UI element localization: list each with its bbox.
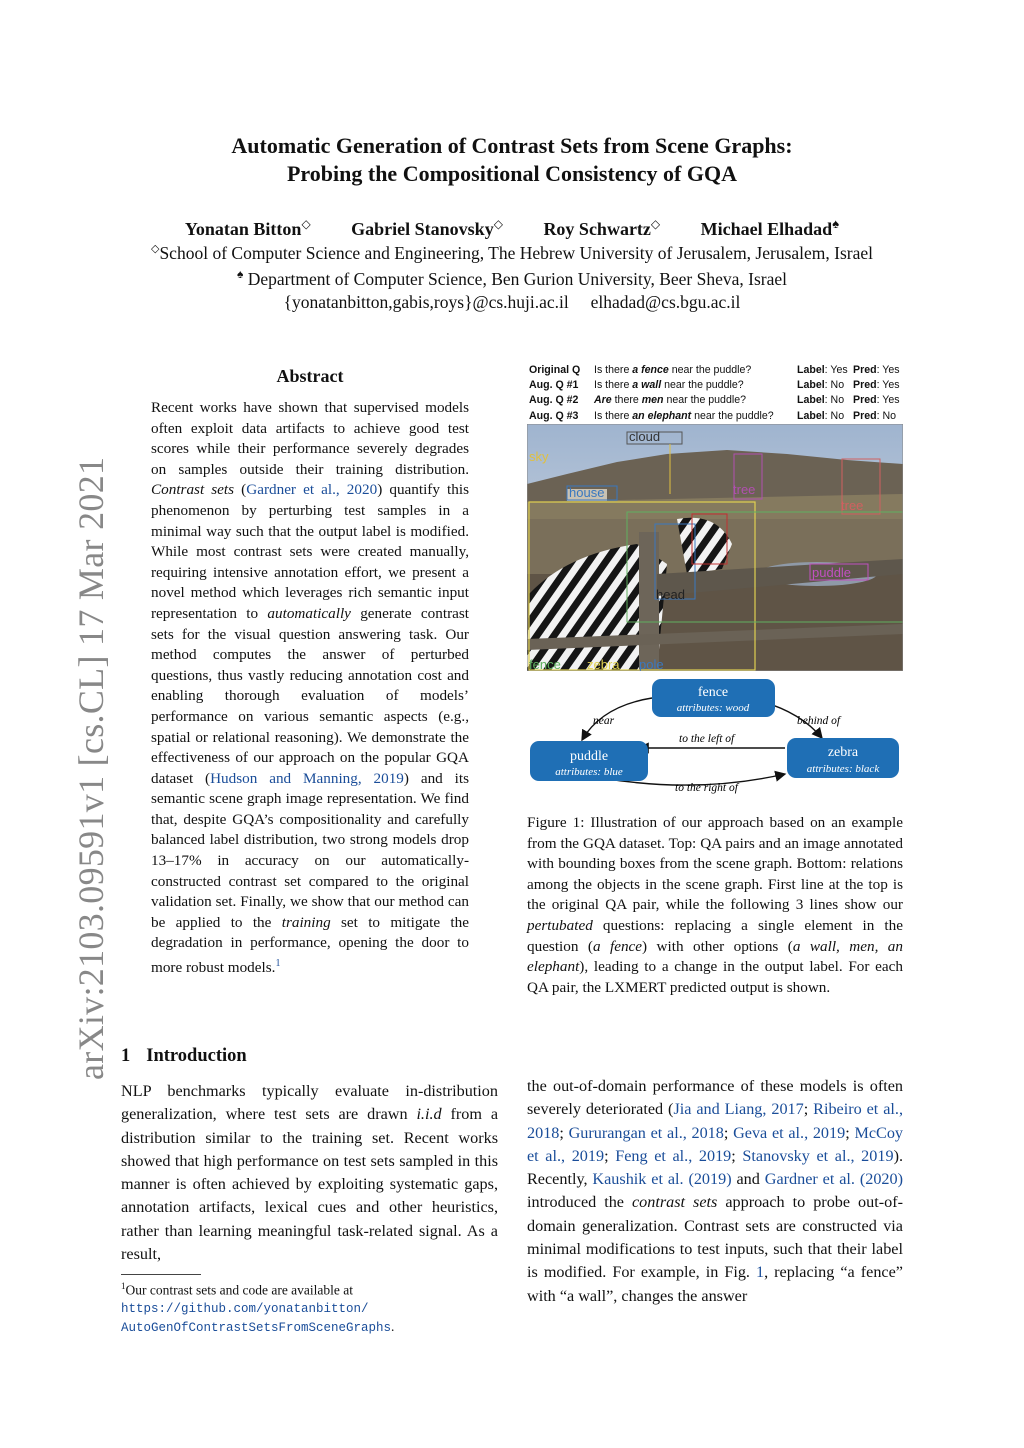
section-heading: 1 Introduction <box>121 1046 247 1066</box>
bbox-label: tree <box>841 498 864 513</box>
bbox-label: tree <box>733 482 756 497</box>
footnote-ref[interactable]: 1 <box>275 958 281 970</box>
citation-link[interactable]: Gardner et al. <box>764 1170 855 1189</box>
citation-link[interactable]: Jia and Liang, 2017 <box>673 1100 804 1119</box>
figure-scene-image <box>527 424 903 671</box>
bbox-label: house <box>569 485 605 500</box>
bbox-label: zebra <box>587 657 620 671</box>
svg-text:puddle: puddle <box>569 749 609 764</box>
author-list <box>0 216 1024 240</box>
node-zebra <box>787 738 899 778</box>
citation-link[interactable]: Geva et al., 2019 <box>733 1123 846 1142</box>
footnote-rule <box>121 1274 201 1275</box>
citation-link[interactable]: Stanovsky et al., 2019 <box>742 1146 894 1165</box>
figure-scene-graph <box>527 676 903 794</box>
citation-link[interactable]: Gardner et al., 2020 <box>246 481 378 499</box>
arxiv-id: arXiv:2103.09591v1 [cs.CL] 17 Mar 2021 <box>71 456 111 1080</box>
intro-left-text: NLP benchmarks typically evaluate in-distribution generalization, where test sets are drawn i.i.d from a distribution similar to the training set. Recent works showed that high performance on test sets sampled in this manner is often achieved by exploiting systematic gaps, annotation artifacts, lexical cues and other heuristics, rather than learning meaningful task-related signal. As a result, <box>121 1082 499 1264</box>
bbox-label: puddle <box>812 565 852 580</box>
figure-caption: Figure 1: Illustration of our approach based on an example from the GQA dataset. Top: QA pairs and an image annotated with bounding boxes from the scene graph. Bottom: relations among the objects in the scene graph. First line at the top is the original QA pair, while the following 3 lines show our pertubated questions: replacing a single element in the question (a fence) with other options (a wall, men, an elephant), leading to a change in the output label. For each QA pair, the LXMERT predicted output is shown. <box>527 814 903 996</box>
author: Michael Elhadad♠ <box>700 216 840 239</box>
abstract-body: Recent works have shown that supervised models often exploit data artifacts to achieve good test scores while their performance severely degrades on samples outside their training distribution. Contrast sets (Gardner et al., 2020) quantify this phenomenon by perturbing test samples in a minimal way such that the output label is modified. While most contrast sets were created manually, requiring intensive annotation effort, we present a novel method which leverages rich semantic input representation to automatically generate contrast sets for the visual question answering task. Our method computes the answer of perturbed questions, thus vastly reducing annotation cost and enabling thorough evaluation of models’ performance on various semantic aspects (e.g., spatial or relational reasoning). We demonstrate the effectiveness of our approach on the popular GQA dataset (Hudson and Manning, 2019) and its semantic scene graph image representation. We find that, despite GQA’s compositionality and carefully balanced label distribution, two strong models drop 13–17% in accuracy on our automatically-constructed contrast set compared to the original validation set. Finally, we show that our method can be applied to the training set to mitigate the degradation in performance, opening the door to more robust models.$^1$ <box>151 399 470 977</box>
node-puddle <box>530 741 648 781</box>
citation-year[interactable]: (2020) <box>859 1170 904 1189</box>
bbox-label: pole <box>639 657 664 671</box>
citation-link[interactable]: McCoy et al., 2019 <box>527 1123 903 1165</box>
author-emails: {yonatanbitton,gabis,roys}@cs.huji.ac.il elhadad@cs.bgu.ac.il <box>283 292 741 312</box>
svg-text:attributes: black: attributes: black <box>806 763 880 775</box>
repo-link[interactable]: https://github.com/yonatanbitton/ AutoGenOfContrastSetsFromSceneGraphs <box>121 1301 392 1335</box>
abstract-heading: Abstract <box>276 366 344 386</box>
author: Yonatan Bitton◇ <box>184 217 311 239</box>
figure-ref[interactable]: 1 <box>755 1263 765 1282</box>
paper-title <box>0 132 1024 188</box>
citation-link[interactable]: Gururangan et al., 2018 <box>568 1123 724 1142</box>
citation-year[interactable]: (2019) <box>688 1170 732 1189</box>
svg-text:zebra: zebra <box>827 745 859 760</box>
footnote: $^1$Our contrast sets and code are available at https://github.com/yonatanbitton/ AutoGenOfContrastSetsFromSceneGraphs. <box>121 1281 395 1335</box>
citation-link[interactable]: Hudson and Manning, 2019 <box>210 769 404 787</box>
bbox-label: fence <box>529 657 561 671</box>
svg-text:attributes: wood: attributes: wood <box>676 702 750 714</box>
title-line-2: Probing the Compositional Consistency of GQA <box>286 161 737 186</box>
intro-right-text: the out-of-domain performance of these models is often severely deteriorated (Jia and Liang, 2017; Ribeiro et al., 2018; Gururangan et al., 2018; Geva et al., 2019; McCoy et al., 2019; Feng et al., 2019; Stanovsky et al., 2019). Recently, Kaushik et al. (2019) and Gardner et al. (2020) introduced the contrast sets approach to probe out-of-domain generalization. Contrast sets are constructed via minimal modifications to test inputs, such that their label is modified. For example, in Fig. 1, replacing “a fence” with “a wall”, changes the answer <box>527 1077 904 1305</box>
affiliation-2: ♠ Department of Computer Science, Ben Gurion University, Beer Sheva, Israel <box>236 267 787 289</box>
edge-label: behind of <box>797 715 841 727</box>
citation-link[interactable]: Kaushik et al. <box>592 1170 684 1189</box>
arxiv-stamp <box>30 420 111 1080</box>
bbox-label: sky <box>529 449 549 464</box>
author: Gabriel Stanovsky◇ <box>351 217 503 239</box>
edge-label: near <box>593 715 615 727</box>
title-line-1: Automatic Generation of Contrast Sets from Scene Graphs: <box>231 133 793 158</box>
edge-label: to the left of <box>679 733 735 745</box>
node-fence <box>652 679 775 717</box>
citation-link[interactable]: Feng et al., 2019 <box>615 1146 732 1165</box>
edge-label: to the right of <box>675 782 738 794</box>
bbox-label: cloud <box>629 429 661 444</box>
affiliation-1: ◇School of Computer Science and Engineering, The Hebrew University of Jerusalem, Jerusalem, Israel <box>150 242 874 263</box>
author: Roy Schwartz◇ <box>543 217 661 239</box>
bbox-label: head <box>656 587 685 602</box>
svg-text:fence: fence <box>697 685 729 700</box>
citation-link[interactable]: Ribeiro et al., 2018 <box>527 1100 903 1142</box>
svg-text:attributes: blue: attributes: blue <box>555 766 623 778</box>
